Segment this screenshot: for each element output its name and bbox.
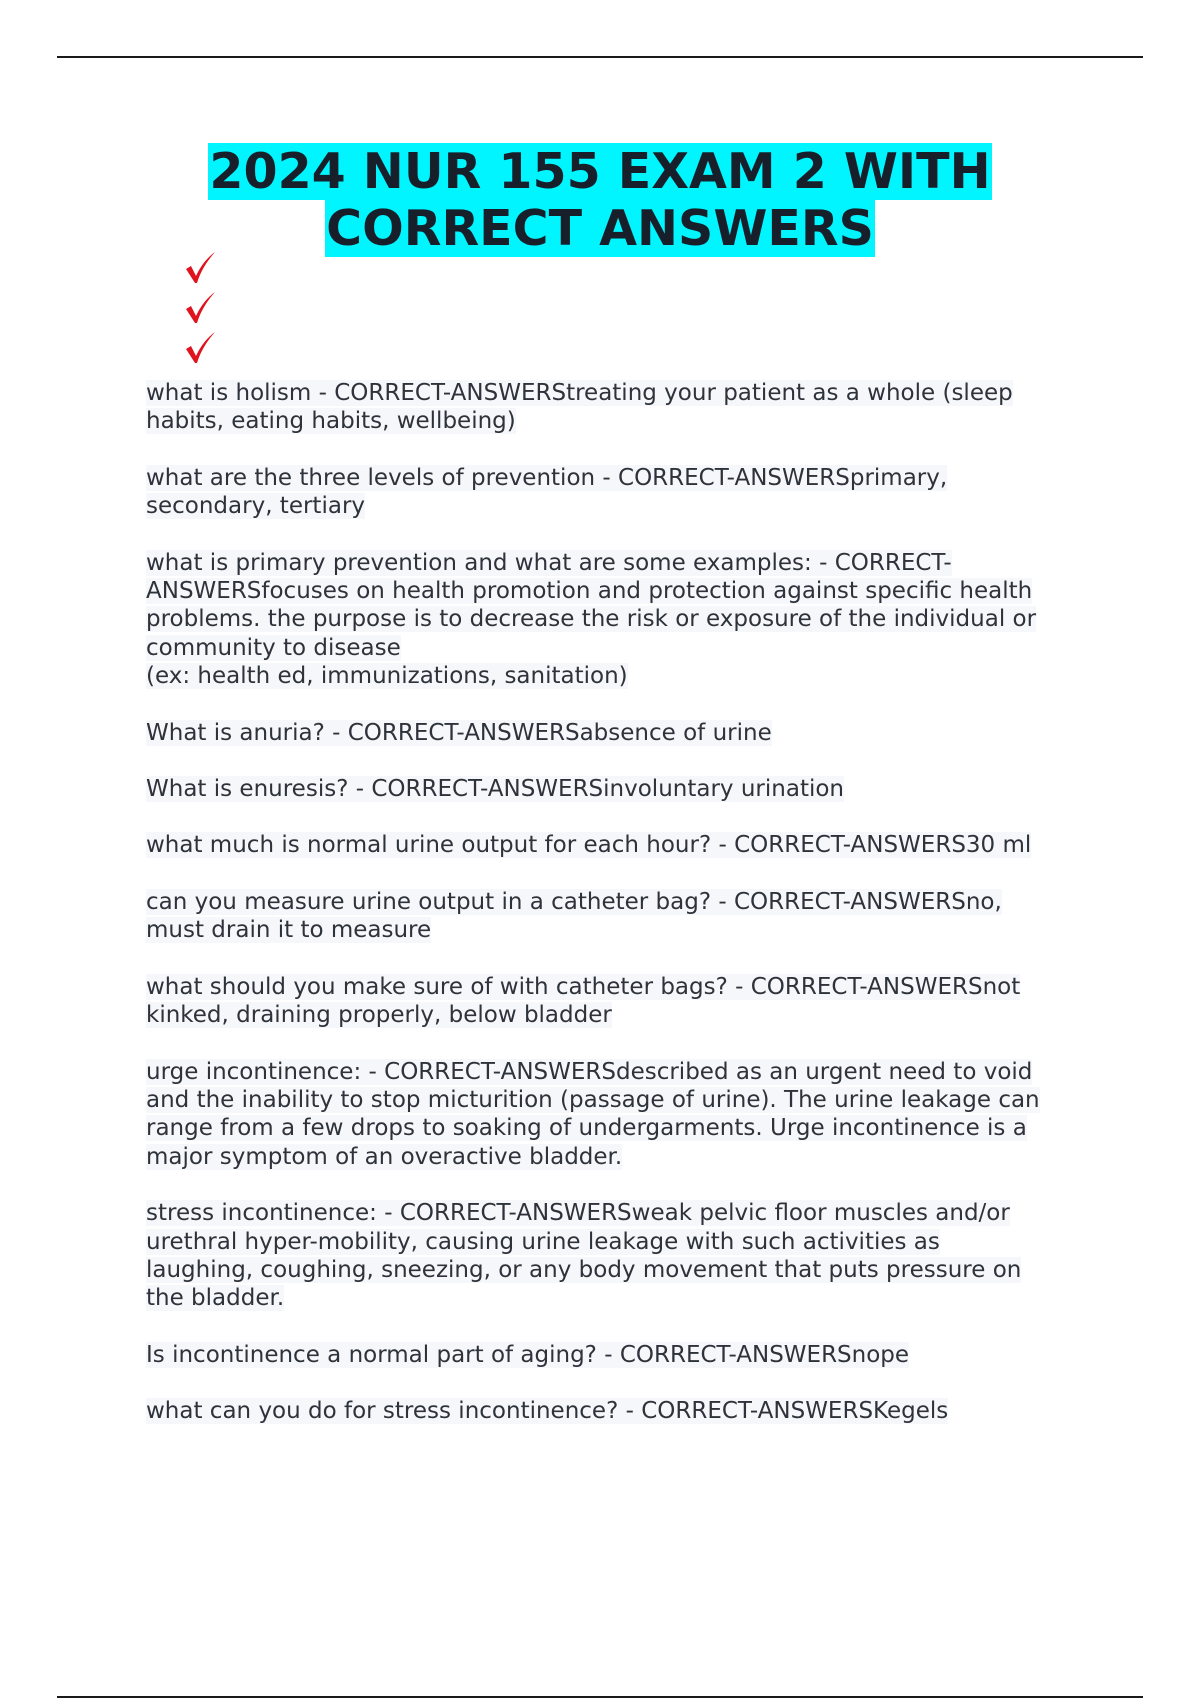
qa-item — [146, 464, 1096, 521]
qa-text: What is anuria? - CORRECT-ANSWERSabsence of urine — [146, 719, 772, 746]
bottom-rule — [57, 1696, 1143, 1698]
qa-text: what is holism - CORRECT-ANSWERStreating your patient as a whole (sleep habits, eating habits, wellbeing) — [146, 380, 1013, 435]
qa-text: what should you make sure of with catheter bags? - CORRECT-ANSWERSnot kinked, draining properly, below bladder — [146, 973, 1021, 1029]
qa-item — [146, 1397, 1096, 1425]
checkmark-group — [182, 250, 222, 370]
qa-text: stress incontinence: - CORRECT-ANSWERSweak pelvic floor muscles and/or urethral hyper-mobility, causing urine leakage with such activities as laughing, coughing, sneezing, or any body movement that puts pressure on the bladder. — [146, 1200, 1022, 1312]
question-answer-list — [146, 379, 1096, 1454]
qa-item — [146, 1058, 1096, 1172]
qa-item — [146, 888, 1096, 945]
title-line-2: CORRECT ANSWERS — [326, 200, 874, 257]
top-rule — [57, 56, 1143, 58]
qa-item — [146, 1199, 1096, 1313]
qa-text: can you measure urine output in a catheter bag? - CORRECT-ANSWERSno, must drain it to measure — [146, 888, 1002, 944]
qa-item — [146, 1341, 1096, 1369]
document-title — [100, 143, 1100, 257]
qa-text: Is incontinence a normal part of aging? - CORRECT-ANSWERSnope — [146, 1341, 910, 1368]
red-checkmark-icon — [182, 330, 218, 366]
qa-text: urge incontinence: - CORRECT-ANSWERSdescribed as an urgent need to void and the inability to stop micturition (passage of urine). The urine leakage can range from a few drops to soaking of undergarments. Urge incontinence is a major symptom of an overactive bladder. — [146, 1058, 1040, 1170]
qa-item — [146, 379, 1096, 436]
qa-text: What is enuresis? - CORRECT-ANSWERSinvoluntary urination — [146, 776, 844, 803]
title-line-1: 2024 NUR 155 EXAM 2 WITH — [209, 143, 991, 200]
qa-item — [146, 973, 1096, 1030]
qa-text: what much is normal urine output for each hour? - CORRECT-ANSWERS30 ml — [146, 832, 1032, 859]
qa-item — [146, 719, 1096, 747]
qa-item — [146, 775, 1096, 803]
qa-item — [146, 831, 1096, 859]
qa-text: what are the three levels of prevention - CORRECT-ANSWERSprimary, secondary, tertiary — [146, 464, 948, 520]
qa-item — [146, 549, 1096, 691]
qa-text: what can you do for stress incontinence? - CORRECT-ANSWERSKegels — [146, 1398, 949, 1425]
red-checkmark-icon — [182, 250, 218, 286]
qa-text: what is primary prevention and what are some examples: - CORRECT- ANSWERSfocuses on health promotion and protection against specific health problems. the purpose is to decrease the risk or exposure of the individual or community to disease (ex: health ed, immunizations, sanitation) — [146, 549, 1037, 690]
red-checkmark-icon — [182, 290, 218, 326]
